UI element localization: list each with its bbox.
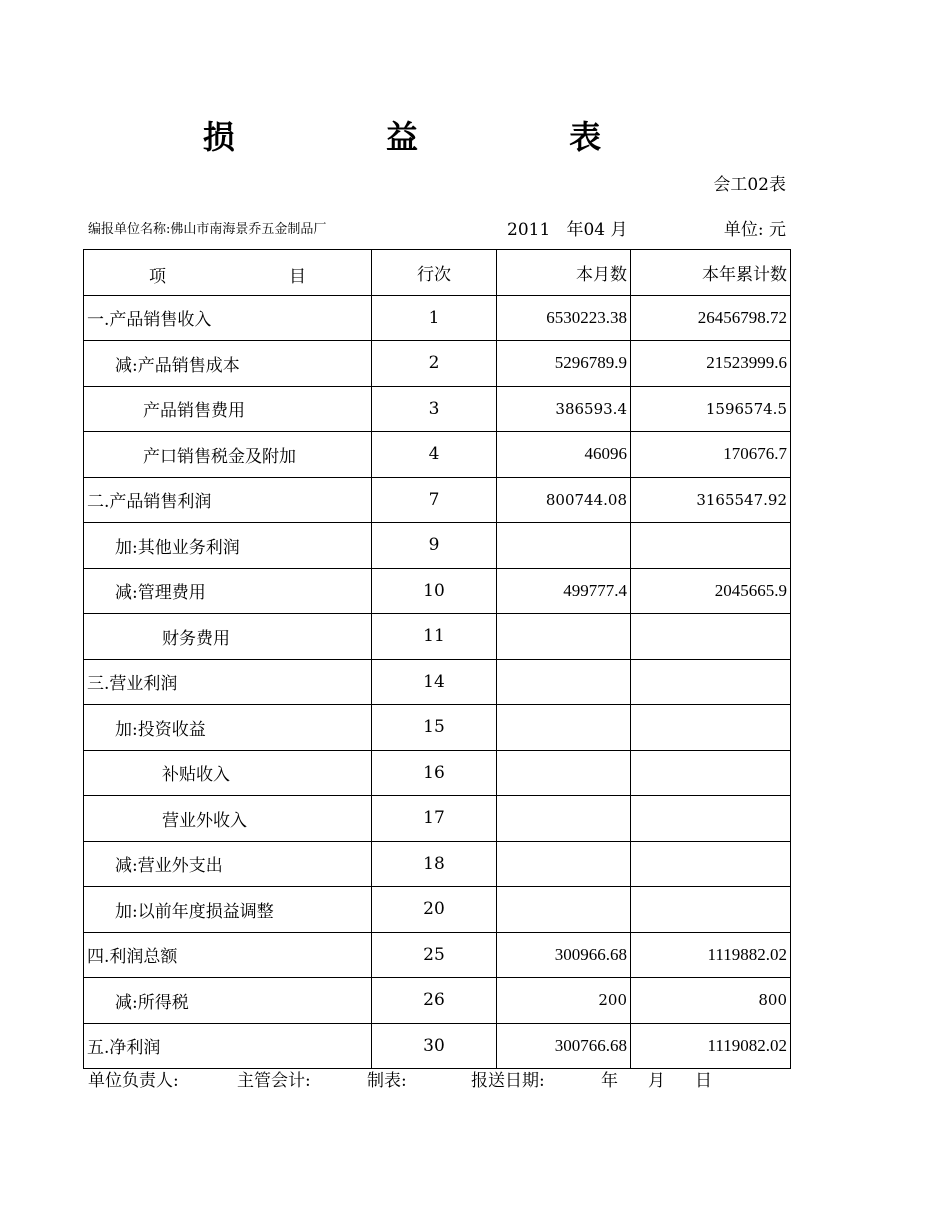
row-ytd — [631, 614, 791, 660]
row-item: 减:管理费用 — [84, 568, 372, 614]
row-ytd: 3165547.92 — [631, 477, 791, 523]
row-item: 产品销售费用 — [84, 386, 372, 432]
date-year-label: 年 — [601, 1071, 618, 1091]
row-item: 加:其他业务利润 — [84, 523, 372, 569]
header-year-to-date: 本年累计数 — [631, 250, 791, 296]
row-line: 16 — [372, 750, 497, 796]
page-title: 损 益 表 — [202, 118, 672, 156]
table-row — [84, 295, 791, 341]
table-row — [84, 932, 791, 978]
table-row — [84, 659, 791, 705]
row-ytd: 1119082.02 — [631, 1023, 791, 1069]
table-row — [84, 841, 791, 887]
row-line: 14 — [372, 659, 497, 705]
row-item: 减:所得税 — [84, 978, 372, 1024]
date-day-label: 日 — [695, 1071, 712, 1091]
row-line: 20 — [372, 887, 497, 933]
preparer-label: 制表: — [367, 1071, 407, 1091]
table-row — [84, 1023, 791, 1069]
row-month — [497, 796, 631, 842]
header-item — [84, 250, 372, 296]
row-ytd — [631, 659, 791, 705]
table-row — [84, 705, 791, 751]
row-line: 3 — [372, 386, 497, 432]
income-statement-table — [83, 249, 791, 1069]
row-line: 1 — [372, 295, 497, 341]
row-month: 6530223.38 — [497, 295, 631, 341]
chief-accountant-label: 主管会计: — [237, 1071, 311, 1091]
row-line: 10 — [372, 568, 497, 614]
row-line: 2 — [372, 341, 497, 387]
row-ytd — [631, 796, 791, 842]
row-month — [497, 659, 631, 705]
row-month: 46096 — [497, 432, 631, 478]
row-item: 减:营业外支出 — [84, 841, 372, 887]
row-line: 17 — [372, 796, 497, 842]
row-line: 30 — [372, 1023, 497, 1069]
row-month — [497, 841, 631, 887]
row-ytd: 1596574.5 — [631, 386, 791, 432]
report-period — [507, 215, 628, 240]
row-month — [497, 887, 631, 933]
unit-head-label: 单位负责人: — [88, 1071, 179, 1091]
row-item: 补贴收入 — [84, 750, 372, 796]
row-month: 5296789.9 — [497, 341, 631, 387]
table-row — [84, 796, 791, 842]
table-row — [84, 614, 791, 660]
row-item: 营业外收入 — [84, 796, 372, 842]
header-this-month: 本月数 — [497, 250, 631, 296]
row-line: 25 — [372, 932, 497, 978]
row-month — [497, 705, 631, 751]
table-row — [84, 978, 791, 1024]
table-row — [84, 568, 791, 614]
row-item: 五.净利润 — [84, 1023, 372, 1069]
table-row — [84, 432, 791, 478]
date-month-label: 月 — [648, 1071, 665, 1091]
row-ytd: 21523999.6 — [631, 341, 791, 387]
period-year: 2011 — [507, 220, 551, 240]
row-item: 一.产品销售收入 — [84, 295, 372, 341]
row-month: 200 — [497, 978, 631, 1024]
header-line-no: 行次 — [372, 250, 497, 296]
period-month: 年04 月 — [566, 220, 628, 240]
row-ytd — [631, 750, 791, 796]
table-row — [84, 523, 791, 569]
row-ytd: 800 — [631, 978, 791, 1024]
table-row — [84, 477, 791, 523]
table-row — [84, 750, 791, 796]
row-ytd — [631, 523, 791, 569]
header-item-b: 目 — [289, 267, 306, 287]
row-month — [497, 614, 631, 660]
row-month: 386593.4 — [497, 386, 631, 432]
table-header-row — [84, 250, 791, 296]
reporting-unit: 编报单位名称:佛山市南海景乔五金制品厂 — [88, 222, 327, 237]
row-item: 财务费用 — [84, 614, 372, 660]
row-item: 二.产品销售利润 — [84, 477, 372, 523]
row-ytd: 1119882.02 — [631, 932, 791, 978]
row-ytd: 170676.7 — [631, 432, 791, 478]
row-ytd: 2045665.9 — [631, 568, 791, 614]
table-row — [84, 341, 791, 387]
form-code: 会工02表 — [713, 175, 786, 195]
row-line: 15 — [372, 705, 497, 751]
row-month: 499777.4 — [497, 568, 631, 614]
row-line: 11 — [372, 614, 497, 660]
row-month: 300966.68 — [497, 932, 631, 978]
submit-date-label: 报送日期: — [471, 1071, 545, 1091]
header-item-a: 项 — [149, 267, 166, 287]
row-line: 18 — [372, 841, 497, 887]
table-row — [84, 887, 791, 933]
currency-unit: 单位: 元 — [723, 220, 786, 240]
row-line: 26 — [372, 978, 497, 1024]
row-line: 4 — [372, 432, 497, 478]
row-month: 800744.08 — [497, 477, 631, 523]
row-month: 300766.68 — [497, 1023, 631, 1069]
row-ytd — [631, 705, 791, 751]
row-item: 减:产品销售成本 — [84, 341, 372, 387]
table-row — [84, 386, 791, 432]
row-ytd — [631, 841, 791, 887]
row-item: 四.利润总额 — [84, 932, 372, 978]
row-ytd — [631, 887, 791, 933]
row-month — [497, 750, 631, 796]
row-item: 加:以前年度损益调整 — [84, 887, 372, 933]
row-line: 7 — [372, 477, 497, 523]
row-ytd: 26456798.72 — [631, 295, 791, 341]
row-item: 产口销售税金及附加 — [84, 432, 372, 478]
row-item: 加:投资收益 — [84, 705, 372, 751]
row-line: 9 — [372, 523, 497, 569]
row-month — [497, 523, 631, 569]
row-item: 三.营业利润 — [84, 659, 372, 705]
